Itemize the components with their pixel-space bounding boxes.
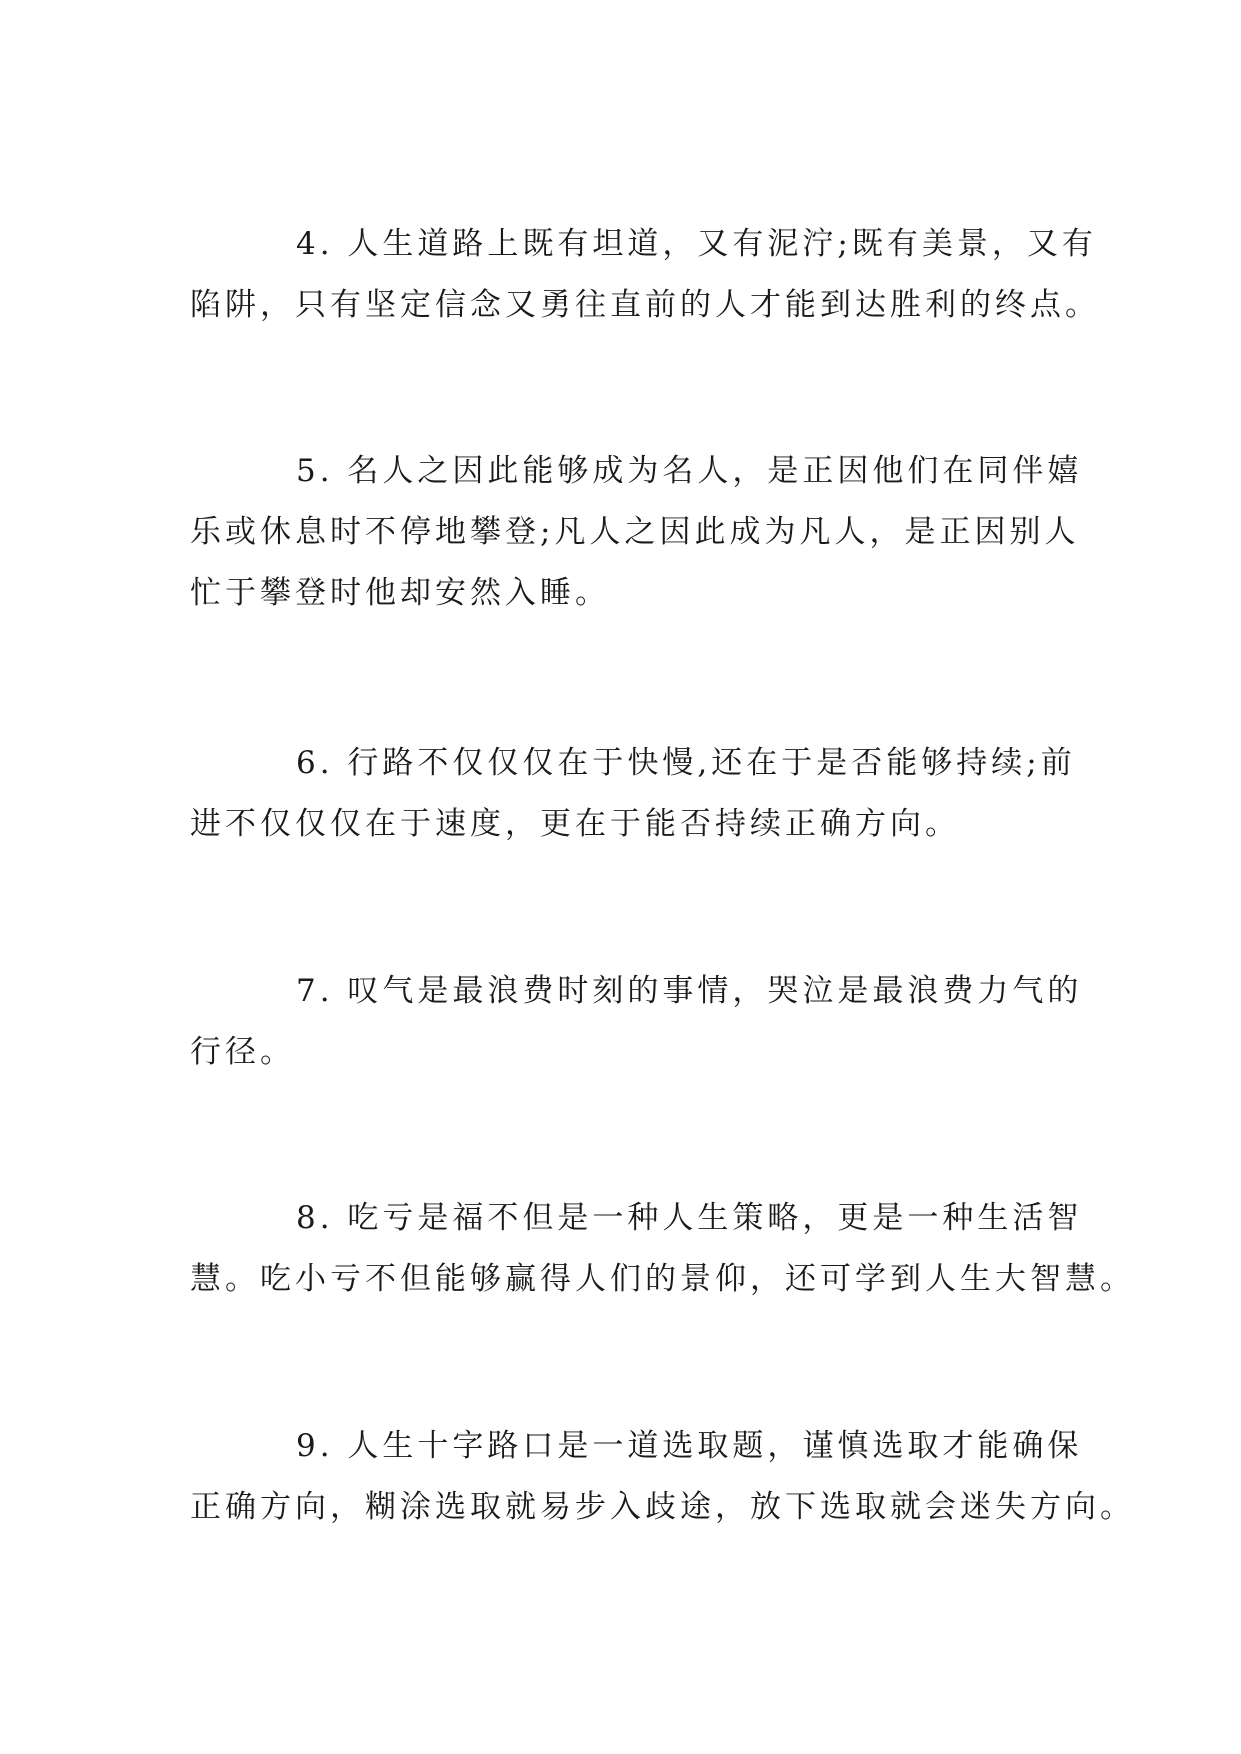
paragraph-5 <box>190 441 1083 624</box>
paragraph-4 <box>190 214 1100 336</box>
paragraph-line: 5. 名人之因此能够成为名人，是正因他们在同伴嬉 <box>296 453 1083 489</box>
paragraph-line: 8. 吃亏是福不但是一种人生策略，更是一种生活智 <box>296 1200 1083 1236</box>
paragraph-line: 7. 叹气是最浪费时刻的事情，哭泣是最浪费力气的 <box>296 973 1083 1009</box>
paragraph-line: 9. 人生十字路口是一道选取题，谨慎选取才能确保 <box>296 1428 1083 1464</box>
paragraph-line: 忙于攀登时他却安然入睡。 <box>190 575 610 611</box>
paragraph-7 <box>190 961 1083 1083</box>
paragraph-9 <box>190 1416 1135 1538</box>
paragraph-line: 慧。吃小亏不但能够赢得人们的景仰，还可学到人生大智慧。 <box>190 1261 1135 1297</box>
paragraph-6 <box>190 733 1076 855</box>
paragraph-line: 4. 人生道路上既有坦道，又有泥泞;既有美景，又有 <box>296 226 1097 262</box>
paragraph-8 <box>190 1188 1135 1310</box>
paragraph-line: 正确方向，糊涂选取就易步入歧途，放下选取就会迷失方向。 <box>190 1489 1135 1525</box>
paragraph-line: 乐或休息时不停地攀登;凡人之因此成为凡人，是正因别人 <box>190 514 1080 550</box>
paragraph-line: 6. 行路不仅仅仅在于快慢,还在于是否能够持续;前 <box>296 745 1076 781</box>
paragraph-line: 进不仅仅仅在于速度，更在于能否持续正确方向。 <box>190 806 960 842</box>
paragraph-line: 行径。 <box>190 1034 295 1070</box>
paragraph-line: 陷阱，只有坚定信念又勇往直前的人才能到达胜利的终点。 <box>190 287 1100 323</box>
